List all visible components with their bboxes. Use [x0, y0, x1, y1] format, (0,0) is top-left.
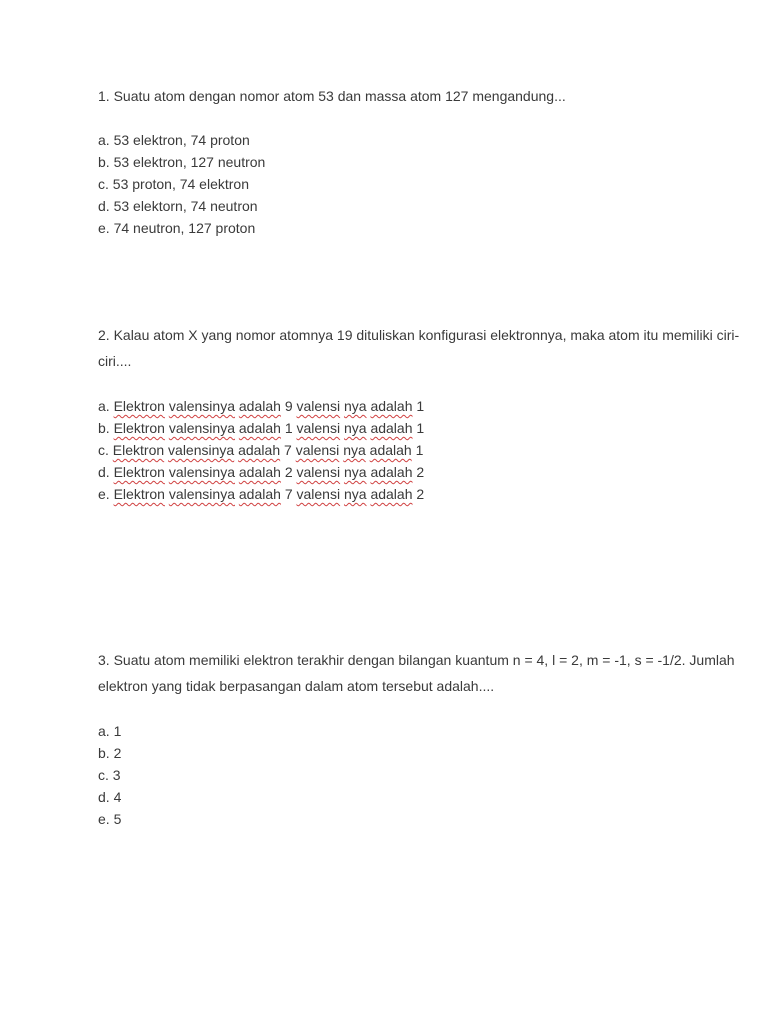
- option-1a: a. 53 elektron, 74 proton: [98, 132, 250, 148]
- misspelled-word: valensinya: [168, 420, 235, 436]
- misspelled-word: nya: [343, 442, 366, 458]
- option-number: 7: [284, 486, 293, 502]
- option-number: 2: [416, 464, 425, 480]
- misspelled-word: Elektron: [113, 420, 165, 436]
- option-number: 1: [416, 398, 425, 414]
- misspelled-word: valensi: [295, 442, 340, 458]
- misspelled-word: valensinya: [168, 398, 235, 414]
- misspelled-word: Elektron: [112, 442, 165, 458]
- misspelled-word: adalah: [369, 442, 412, 458]
- question-3-options: [98, 720, 762, 830]
- option-prefix: e.: [98, 486, 114, 502]
- question-2: [98, 322, 762, 505]
- option-2b: [98, 417, 762, 439]
- option-prefix: a.: [98, 398, 114, 414]
- misspelled-word: valensinya: [168, 442, 235, 458]
- misspelled-word: adalah: [370, 420, 413, 436]
- misspelled-word: nya: [343, 420, 367, 436]
- option-number: 2: [416, 486, 425, 502]
- option-2e: [98, 483, 762, 505]
- option-3e: e. 5: [98, 811, 122, 827]
- question-3: [98, 647, 762, 830]
- misspelled-word: adalah: [370, 486, 413, 502]
- misspelled-word: adalah: [370, 398, 413, 414]
- option-1d: d. 53 elektorn, 74 neutron: [98, 198, 258, 214]
- option-1c: c. 53 proton, 74 elektron: [98, 176, 249, 192]
- option-3b: b. 2: [98, 745, 122, 761]
- misspelled-word: adalah: [238, 486, 281, 502]
- misspelled-word: valensi: [296, 486, 341, 502]
- option-number: 1: [415, 442, 424, 458]
- misspelled-word: adalah: [238, 464, 281, 480]
- option-number: 7: [284, 442, 292, 458]
- question-3-text: 3. Suatu atom memiliki elektron terakhir dengan bilangan kuantum n = 4, l = 2, m = -1, s = -1/2. Jumlah elektron yang tidak berpasangan dalam atom tersebut adalah....: [98, 652, 735, 694]
- option-number: 1: [284, 420, 293, 436]
- option-number: 2: [284, 464, 293, 480]
- misspelled-word: valensi: [296, 398, 341, 414]
- misspelled-word: adalah: [238, 398, 281, 414]
- misspelled-word: adalah: [238, 420, 281, 436]
- option-2c: [98, 439, 762, 461]
- misspelled-word: adalah: [370, 464, 413, 480]
- question-1: [98, 83, 762, 239]
- misspelled-word: valensi: [296, 420, 341, 436]
- option-prefix: b.: [98, 420, 114, 436]
- misspelled-word: nya: [343, 464, 367, 480]
- question-2-text: 2. Kalau atom X yang nomor atomnya 19 dituliskan konfigurasi elektronnya, maka atom itu memiliki ciri-ciri....: [98, 327, 740, 369]
- option-1b: b. 53 elektron, 127 neutron: [98, 154, 266, 170]
- option-2d: [98, 461, 762, 483]
- option-2a: [98, 395, 762, 417]
- misspelled-word: valensi: [296, 464, 341, 480]
- misspelled-word: Elektron: [113, 486, 165, 502]
- option-3d: d. 4: [98, 789, 122, 805]
- option-1e: e. 74 neutron, 127 proton: [98, 220, 256, 236]
- option-3c: c. 3: [98, 767, 121, 783]
- option-3a: a. 1: [98, 723, 122, 739]
- option-number: 9: [284, 398, 293, 414]
- option-number: 1: [416, 420, 425, 436]
- option-prefix: c.: [98, 442, 113, 458]
- misspelled-word: Elektron: [113, 398, 165, 414]
- question-2-options: [98, 395, 762, 505]
- question-1-options: [98, 129, 762, 239]
- misspelled-word: Elektron: [113, 464, 165, 480]
- misspelled-word: valensinya: [168, 486, 235, 502]
- misspelled-word: nya: [343, 486, 367, 502]
- question-1-text: 1. Suatu atom dengan nomor atom 53 dan massa atom 127 mengandung...: [98, 88, 566, 104]
- option-prefix: d.: [98, 464, 114, 480]
- misspelled-word: valensinya: [168, 464, 235, 480]
- misspelled-word: adalah: [238, 442, 281, 458]
- misspelled-word: nya: [343, 398, 367, 414]
